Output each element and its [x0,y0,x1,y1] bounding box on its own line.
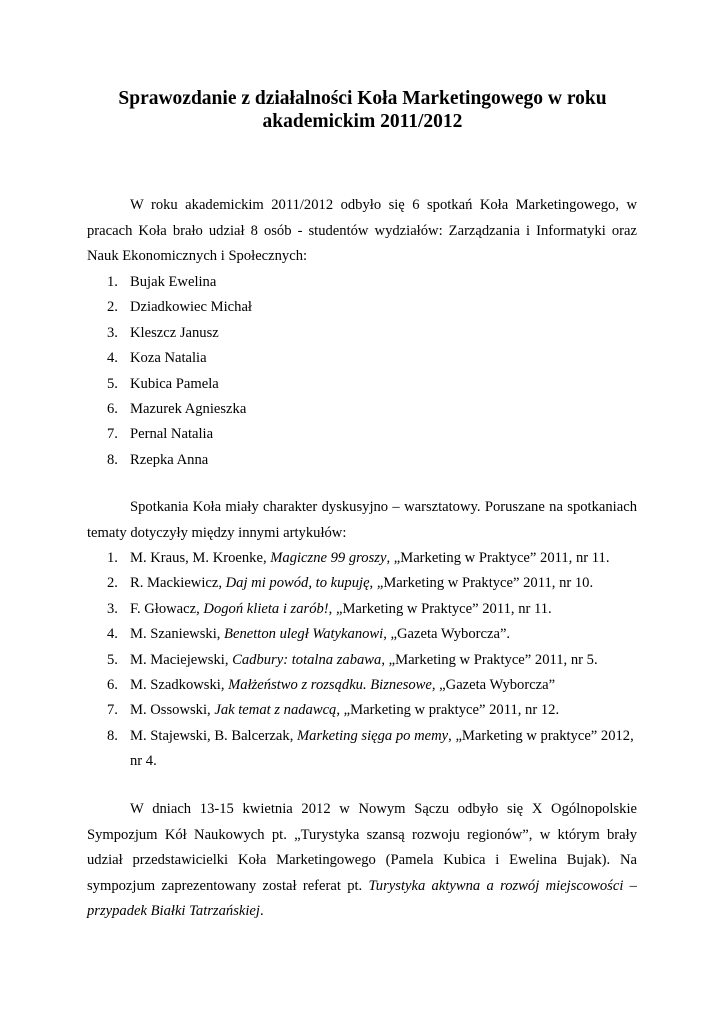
list-item: 5. M. Maciejewski, Cadbury: totalna zabawa, „Marketing w Praktyce” 2011, nr 5. [107,651,598,668]
symposium-paper-title: Turystyka aktywna a rozwój miejscowości – przypadek Białki Tatrzańskiej [87,877,637,919]
title-line-2: akademickim 2011/2012 [262,111,463,132]
list-item: 5. Kubica Pamela [107,375,219,392]
list-item: 8. M. Stajewski, B. Balcerzak, Marketing sięga po memy, „Marketing w praktyce” 2012, nr 4. [107,727,634,770]
list-item: 4. Koza Natalia [107,350,207,367]
list-item: 3. Kleszcz Janusz [107,324,219,341]
symposium-text: W dniach 13-15 kwietnia 2012 w Nowym Sączu odbyło się X Ogólnopolskie Sympozjum Kół Naukowych pt. „Turystyka szansą rozwoju regionów”, w którym brały udział przedstawicielki Koła Marketingowego (Pamela Kubica i Ewelina Bujak). Na sympozjum zaprezentowany został referat pt. [87,801,637,894]
list-item: 2. Dziadkowiec Michał [107,299,252,316]
intro-paragraph [87,193,637,270]
list-item: 2. R. Mackiewicz, Daj mi powód, to kupuję, „Marketing w Praktyce” 2011, nr 10. [107,575,594,592]
articles-list [87,546,637,775]
list-item: 7. Pernal Natalia [107,426,214,443]
symposium-paragraph: W dniach 13-15 kwietnia 2012 w Nowym Sączu odbyło się X Ogólnopolskie Sympozjum Kół Naukowych pt. „Turystyka szansą rozwoju regionów”, w którym brały udział przedstawicielki Koła Marketingowego (Pamela Kubica i Ewelina Bujak). Na sympozjum zaprezentowany został referat pt. Turystyka aktywna a rozwój miejscowości – przypadek Białki Tatrzańskiej. [87,801,637,919]
document-title [80,87,645,133]
list-item: 6. Mazurek Agnieszka [107,401,247,418]
list-item: 8. Rzepka Anna [107,451,209,468]
intro-text: W roku akademickim 2011/2012 odbyło się 6 spotkań Koła Marketingowego, w pracach Koła brało udział 8 osób - studentów wydziałów: Zarządzania i Informatyki oraz Nauk Ekonomicznych i Społecznych: [87,197,637,264]
list-item: 1. Bujak Ewelina [107,274,217,290]
list-item: 1. M. Kraus, M. Kroenke, Magiczne 99 groszy, „Marketing w Praktyce” 2011, nr 11. [107,550,610,566]
meetings-text: Spotkania Koła miały charakter dyskusyjno – warsztatowy. Poruszane na spotkaniach tematy dotyczyły między innymi artykułów: [87,499,637,541]
meetings-paragraph [87,495,637,546]
list-item: 6. M. Szadkowski, Małżeństwo z rozsądku. Biznesowe, „Gazeta Wyborcza” [107,677,556,694]
list-item: 3. F. Głowacz, Dogoń klieta i zarób!, „Marketing w Praktyce” 2011, nr 11. [107,600,552,617]
list-item: 4. M. Szaniewski, Benetton uległ Watykanowi, „Gazeta Wyborcza”. [107,626,511,643]
members-list [87,270,637,473]
title-line-1: Sprawozdanie z działalności Koła Marketingowego w roku [118,88,607,109]
list-item: 7. M. Ossowski, Jak temat z nadawcą, „Marketing w praktyce” 2011, nr 12. [107,702,560,719]
